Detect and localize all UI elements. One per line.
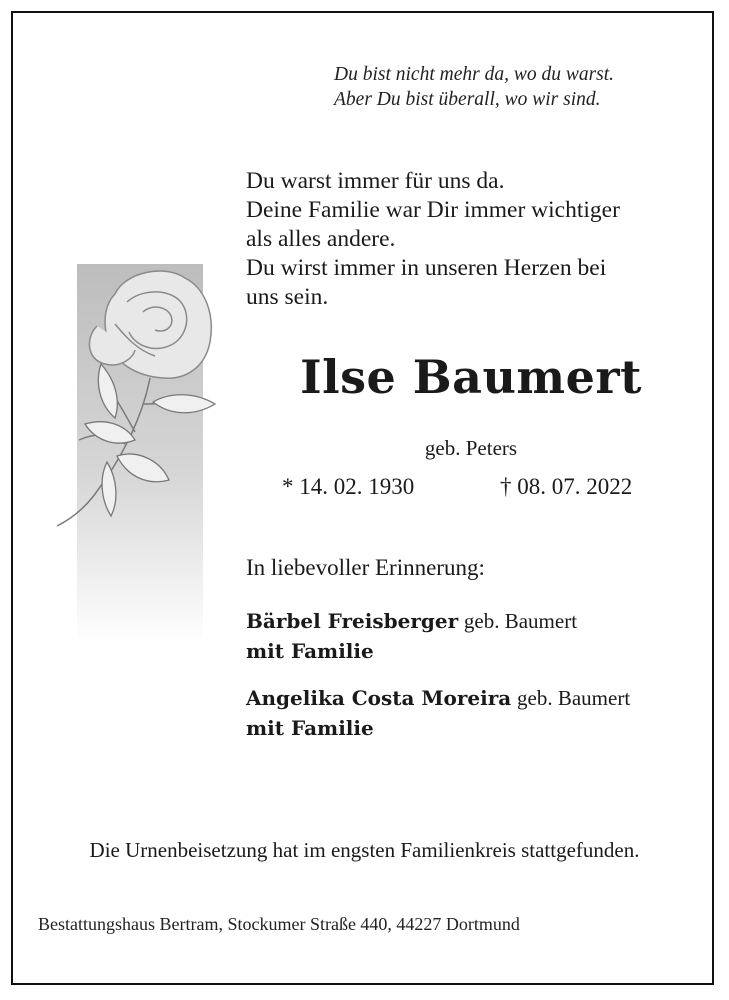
deceased-name: Ilse Baumert	[300, 350, 642, 404]
verse-line-1: Du warst immer für uns da.	[246, 168, 505, 194]
epigraph-line-2: Aber Du bist überall, wo wir sind.	[334, 89, 601, 110]
verse	[246, 167, 620, 312]
rose-icon	[55, 264, 235, 644]
mourner-born: geb. Baumert	[517, 686, 631, 710]
burial-notice: Die Urnenbeisetzung hat im engsten Familienkreis stattgefunden.	[89, 838, 640, 862]
mourner-entry	[246, 606, 577, 666]
mourners-intro: In liebevoller Erinnerung:	[246, 555, 485, 580]
mourner-name: Bärbel Freisberger	[246, 609, 459, 633]
undertaker-address: Bestattungshaus Bertram, Stockumer Straße 440, 44227 Dortmund	[38, 914, 520, 934]
maiden-name: geb. Peters	[424, 436, 518, 460]
verse-line-2: Deine Familie war Dir immer wichtiger	[246, 197, 620, 223]
death-date: † 08. 07. 2022	[500, 474, 633, 499]
mourner-entry	[246, 683, 630, 743]
mourner-born: geb. Baumert	[463, 609, 578, 633]
mourner-family: mit Familie	[246, 639, 374, 663]
verse-line-5: uns sein.	[246, 284, 329, 310]
birth-date: * 14. 02. 1930	[282, 474, 415, 499]
mourner-name: Angelika Costa Moreira	[246, 686, 512, 710]
verse-line-3: als alles andere.	[246, 226, 396, 252]
epigraph	[334, 62, 614, 112]
mourner-family: mit Familie	[246, 716, 374, 740]
epigraph-line-1: Du bist nicht mehr da, wo du warst.	[334, 64, 615, 85]
verse-line-4: Du wirst immer in unseren Herzen bei	[246, 255, 607, 281]
